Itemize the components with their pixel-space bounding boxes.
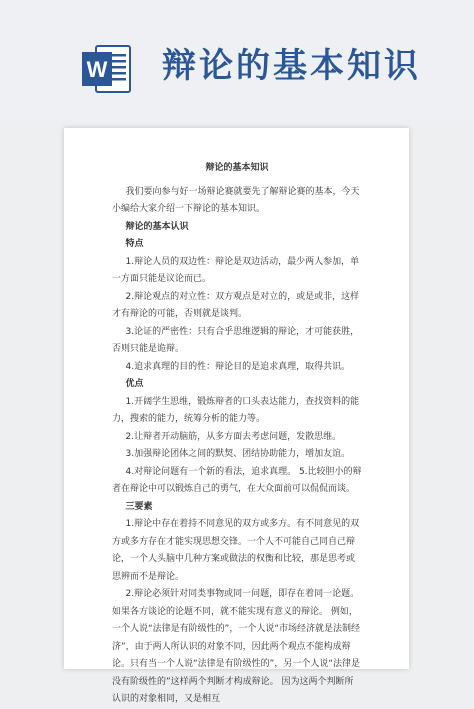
subsection-heading: 优点 [125,379,144,389]
svg-text:W: W [86,57,108,82]
paragraph: 2.辩论观点的对立性：双方观点是对立的，或是或非，这样才有辩论的可能，否则就是谈判。 [112,291,360,319]
paragraph: 3.加强辩论团体之间的默契、团结协助能力，增加友谊。 [125,449,351,459]
paragraph: 2.辩论必须针对同类事物或同一问题，即存在着同一论题。 如果各方谈论的论题不同，就不能实现有意义的辩论。 例如，一个人说“法律是有阶级性的”，一个人说“市场经济就是法制经济”，由于两人所认识的对象不同，因此两个观点不能构成辩论。只有当一个人说“法律是有阶级性的”，另一个人说“法律是没有阶级性的”这样两个判断才构成辩论。 因为这两个判断所认识的对象相同，又是相互 [112,589,360,704]
subsection-heading: 特点 [125,239,144,249]
word-icon [82,40,132,98]
paragraph: 我们要向参与好一场辩论赛就要先了解辩论赛的基本，今天小编给大家介绍一下辩论的基本知识。 [112,186,360,214]
section-heading: 辩论的基本认识 [125,221,189,232]
document-title: 辩论的基本知识 [205,163,269,173]
header-banner [0,0,474,118]
paragraph: 4.对辩论问题有一个新的看法，追求真理。 5.比较胆小的辩者在辩论中可以锻炼自己的勇气，在大众面前可以侃侃而谈。 [112,466,362,494]
document-body [112,160,362,709]
page-title: 辩论的基本知识 [162,46,421,86]
paragraph: 3.论证的严密性：只有合乎思维逻辑的辩论，才可能获胜，否则只能是诡辩。 [112,326,360,354]
paragraph: 4.追求真理的目的性：辩论目的是追求真理，取得共识。 [125,361,351,372]
section-heading: 三要素 [125,501,153,512]
paragraph: 1.辩论中存在着持不同意见的双方或多方。有不同意见的双方或多方存在才能实现思想交锋。一个人不可能自己同自己辩论，一个人头脑中几种方案或做法的权衡和比较，那是思考或思辨而不是辩论。 [112,519,360,582]
document-page [64,128,409,704]
paragraph: 2.让辩者开动脑筋，从多方面去考虑问题，发散思维。 [125,431,342,442]
paragraph: 1.辩论人员的双边性：辩论是双边活动，最少两人参加，单一方面只能是议论而已。 [112,256,360,284]
paragraph: 1.开阔学生思维，锻炼辩者的口头表达能力，查找资料的能力，搜索的能力，统筹分析的能力等。 [112,396,360,424]
